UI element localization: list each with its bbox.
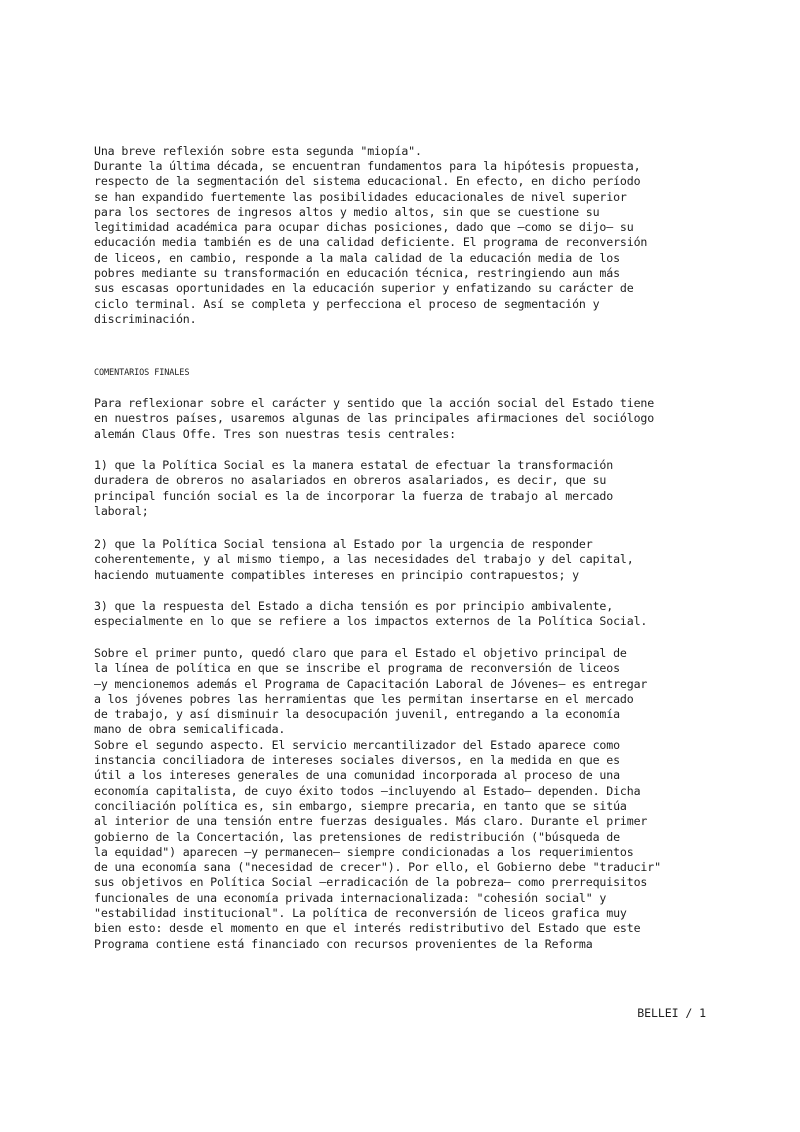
page-footer: BELLEI / 1 bbox=[637, 1006, 706, 1020]
intro-title: Una breve reflexión sobre esta segunda "miopía". bbox=[94, 144, 422, 158]
closing-paragraphs: Sobre el primer punto, quedó claro que para el Estado el objetivo principal de la línea de política en que se inscribe el programa de reconversión de liceos —y mencionemos además el Programa de Capacitación Laboral de Jóvenes— es entregar a los jóvenes pobres las herramientas que les permitan insertarse en el mercado de trabajo, y así disminuir la desocupación juvenil, entregando a la economía mano de obra semicalificada. Sobre el segundo aspecto. El servicio mercantilizador del Estado aparece como instancia conciliadora de intereses sociales diversos, en la medida en que es útil a los intereses generales de una comunidad incorporada al proceso de una economía capitalista, de cuyo éxito todos —incluyendo al Estado— dependen. Dicha conciliación política es, sin embargo, siempre precaria, en tanto que se sitúa al interior de una tensión entre fuerzas desiguales. Más claro. Durante el primer gobierno de la Concertación, las pretensiones de redistribución ("búsqueda de la equidad") aparecen —y permanecen— siempre condicionadas a los requerimientos de una economía sana ("necesidad de crecer"). Por ello, el Gobierno debe "traducir" sus objetivos en Política Social —erradicación de la pobreza— como prerrequisitos funcionales de una economía privada internacionalizada: "cohesión social" y "estabilidad institucional". La política de reconversión de liceos grafica muy bien esto: desde el momento en que el interés redistributivo del Estado que este Programa contiene está financiado con recursos provenientes de la Reforma bbox=[94, 646, 661, 951]
section-intro-paragraph: Para reflexionar sobre el carácter y sentido que la acción social del Estado tiene en nuestros países, usaremos algunas de las principales afirmaciones del sociólogo alemán Claus Offe. Tres son nuestras tesis centrales: bbox=[94, 396, 655, 441]
section-heading: COMENTARIOS FINALES bbox=[94, 368, 190, 378]
thesis-3: 3) que la respuesta del Estado a dicha tensión es por principio ambivalente, especialmente en lo que se refiere a los impactos externos de la Política Social. bbox=[94, 599, 648, 629]
thesis-1: 1) que la Política Social es la manera estatal de efectuar la transformación duradera de obreros no asalariados en obreros asalariados, es decir, que su principal función social es la de incorporar la fuerza de trabajo al mercado laboral; bbox=[94, 458, 614, 518]
thesis-2: 2) que la Política Social tensiona al Estado por la urgencia de responder coherentemente, y al mismo tiempo, a las necesidades del trabajo y del capital, haciendo mutuamente compatibles intereses en principio contrapuestos; y bbox=[94, 537, 634, 582]
intro-paragraph: Durante la última década, se encuentran fundamentos para la hipótesis propuesta, respecto de la segmentación del sistema educacional. En efecto, en dicho período se han expandido fuertemente las posibilidades educacionales de nivel superior para los sectores de ingresos altos y medio altos, sin que se cuestione su legitimidad académica para ocupar dichas posiciones, dado que —como se dijo— su educación media también es de una calidad deficiente. El programa de reconversión de liceos, en cambio, responde a la mala calidad de la educación media de los pobres mediante su transformación en educación técnica, restringiendo aun más sus escasas oportunidades en la educación superior y enfatizando su carácter de ciclo terminal. Así se completa y perfecciona el proceso de segmentación y discriminación. bbox=[94, 159, 648, 326]
